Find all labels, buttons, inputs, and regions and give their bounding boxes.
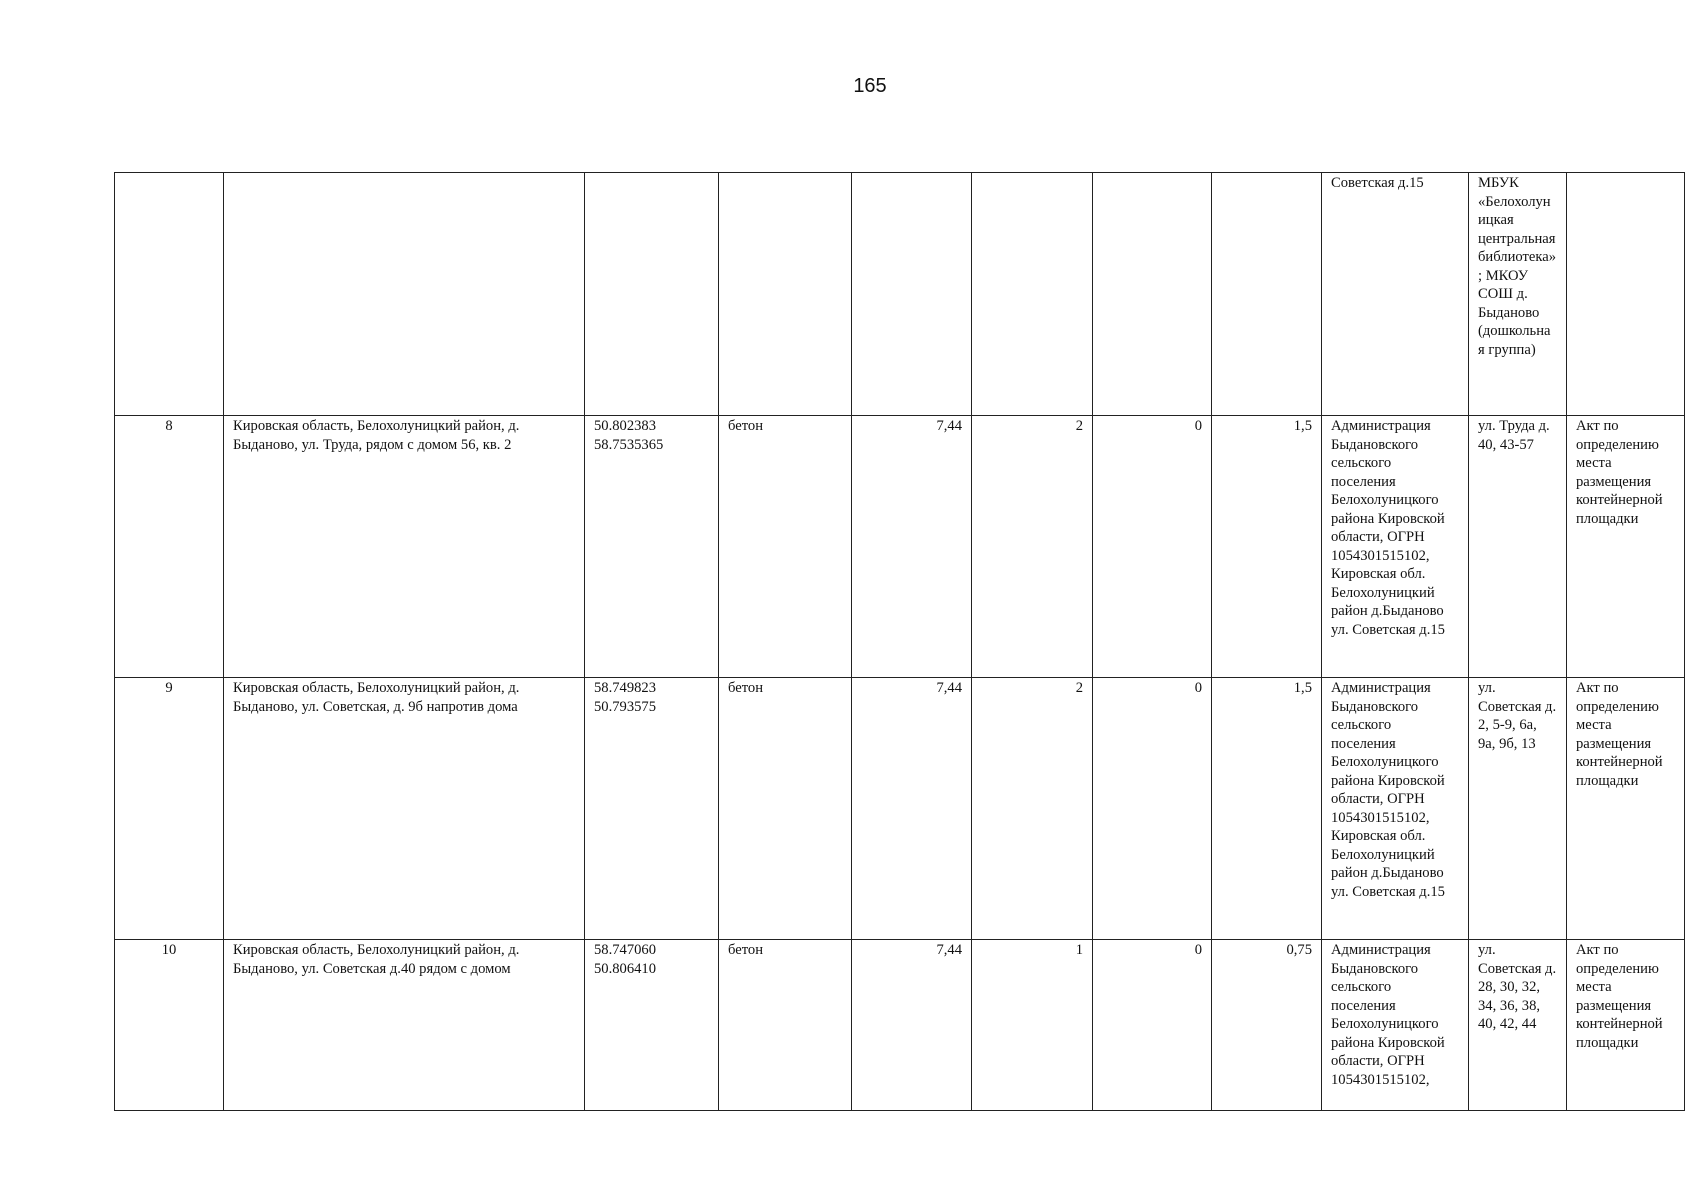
coordinate-value: 50.802383 [594,418,657,434]
table-row [115,678,1685,940]
surface-cell [719,173,852,416]
container-count-cell: 2 [972,678,1093,940]
planned-count-cell: 0 [1093,416,1212,678]
owner-cell: Советская д.15 [1322,173,1469,416]
waste-sources-cell: ул. Труда д. 40, 43-57 [1469,416,1567,678]
address-cell [224,173,585,416]
coordinates-cell [585,940,719,1111]
volume-cell [1212,173,1322,416]
coordinates-cell [585,173,719,416]
container-count-cell: 2 [972,416,1093,678]
note-cell: Акт по определению места размещения контейнерной площадки [1567,940,1685,1111]
page-number: 165 [853,75,887,97]
waste-sources-cell: ул. Советская д. 28, 30, 32, 34, 36, 38, 40, 42, 44 [1469,940,1567,1111]
coordinate-value: 58.749823 [594,680,657,696]
coordinate-value: 50.793575 [594,698,657,715]
coordinates-cell [585,416,719,678]
note-cell [1567,173,1685,416]
container-count-cell [972,173,1093,416]
area-cell: 7,44 [852,678,972,940]
planned-count-cell: 0 [1093,940,1212,1111]
note-cell: Акт по определению места размещения контейнерной площадки [1567,416,1685,678]
container-count-cell: 1 [972,940,1093,1111]
coordinate-value: 58.747060 [594,942,657,958]
area-cell: 7,44 [852,940,972,1111]
volume-cell: 1,5 [1212,678,1322,940]
waste-sources-cell: ул. Советская д. 2, 5-9, 6а, 9а, 9б, 13 [1469,678,1567,940]
row-number-cell: 10 [115,940,224,1111]
volume-cell: 0,75 [1212,940,1322,1111]
table-row [115,416,1685,678]
surface-cell: бетон [719,940,852,1111]
owner-cell: Администрация Быдановского сельского поселения Белохолуницкого района Кировской области, ОГРН 1054301515102, Кировская обл. Белохолуницкий район д.Быданово ул. Советская д.15 [1322,416,1469,678]
owner-cell: Администрация Быдановского сельского поселения Белохолуницкого района Кировской области, ОГРН 1054301515102, [1322,940,1469,1111]
row-number-cell [115,173,224,416]
container-sites-table [114,172,1685,1111]
table-row [115,940,1685,1111]
surface-cell: бетон [719,678,852,940]
address-cell: Кировская область, Белохолуницкий район, д. Быданово, ул. Советская, д. 9б напротив дома [224,678,585,940]
note-cell: Акт по определению места размещения контейнерной площадки [1567,678,1685,940]
area-cell [852,173,972,416]
coordinates-cell [585,678,719,940]
area-cell: 7,44 [852,416,972,678]
address-cell: Кировская область, Белохолуницкий район, д. Быданово, ул. Труда, рядом с домом 56, кв. 2 [224,416,585,678]
waste-sources-cell: МБУК «Белохолуницкая центральная библиотека»; МКОУ СОШ д. Быданово (дошкольная группа) [1469,173,1567,416]
volume-cell: 1,5 [1212,416,1322,678]
row-number-cell: 8 [115,416,224,678]
planned-count-cell [1093,173,1212,416]
row-number-cell: 9 [115,678,224,940]
planned-count-cell: 0 [1093,678,1212,940]
coordinate-value: 50.806410 [594,960,657,977]
table-row [115,173,1685,416]
coordinate-value: 58.7535365 [594,436,664,453]
surface-cell: бетон [719,416,852,678]
address-cell: Кировская область, Белохолуницкий район, д. Быданово, ул. Советская д.40 рядом с домом [224,940,585,1111]
owner-cell: Администрация Быдановского сельского поселения Белохолуницкого района Кировской области, ОГРН 1054301515102, Кировская обл. Белохолуницкий район д.Быданово ул. Советская д.15 [1322,678,1469,940]
